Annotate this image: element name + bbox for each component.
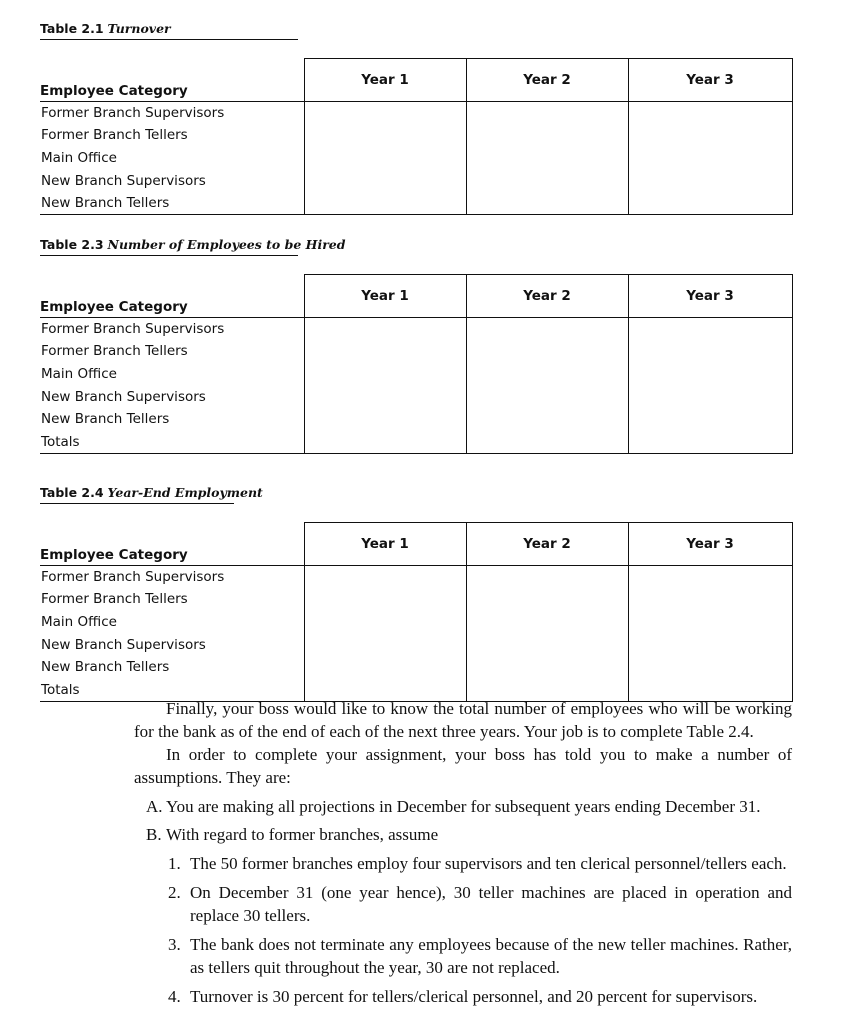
row-label: Totals <box>40 430 304 453</box>
row-label: Main Office <box>40 363 304 386</box>
list-label: A. <box>146 797 163 816</box>
column-header: Year 2 <box>466 523 628 566</box>
list-text: On December 31 (one year hence), 30 teller machines are placed in operation and replace 30 tellers. <box>190 883 792 925</box>
row-label: Former Branch Supervisors <box>40 101 304 124</box>
table-row <box>40 611 792 634</box>
cell <box>628 430 792 453</box>
cell <box>466 363 628 386</box>
cell <box>304 317 466 340</box>
column-header: Year 3 <box>628 59 792 102</box>
cell <box>304 385 466 408</box>
row-label: New Branch Tellers <box>40 408 304 431</box>
cell <box>628 101 792 124</box>
column-header: Year 1 <box>304 275 466 318</box>
table-row <box>40 169 792 192</box>
column-header: Year 3 <box>628 275 792 318</box>
cell <box>628 340 792 363</box>
row-label: Former Branch Tellers <box>40 588 304 611</box>
list-subitem <box>134 933 792 979</box>
column-header: Year 1 <box>304 59 466 102</box>
table-subtitle: Year-End Employment <box>107 485 263 500</box>
table-row <box>40 408 792 431</box>
cell <box>466 340 628 363</box>
cell <box>466 588 628 611</box>
cell <box>304 656 466 679</box>
cell <box>628 124 792 147</box>
table-2-3 <box>40 235 792 454</box>
table-subtitle: Turnover <box>107 21 171 36</box>
list-text: You are making all projections in December for subsequent years ending December 31. <box>166 797 761 816</box>
cell <box>628 363 792 386</box>
list-label: 2. <box>168 883 181 902</box>
cell <box>628 656 792 679</box>
cell <box>628 611 792 634</box>
cell <box>304 169 466 192</box>
table-grid <box>40 274 793 454</box>
table-number: Table 2.4 <box>40 485 104 500</box>
cell <box>628 317 792 340</box>
column-header: Year 2 <box>466 59 628 102</box>
paragraph: In order to complete your assignment, your boss has told you to make a number of assumptions. They are: <box>134 745 792 787</box>
list-subitem <box>134 985 792 1008</box>
list-text: The 50 former branches employ four supervisors and ten clerical personnel/tellers each. <box>190 854 787 873</box>
list-text: With regard to former branches, assume <box>166 825 439 844</box>
cell <box>466 169 628 192</box>
cell <box>466 611 628 634</box>
row-label: Former Branch Tellers <box>40 340 304 363</box>
list-label: 1. <box>168 854 181 873</box>
cell <box>628 192 792 215</box>
table-row <box>40 101 792 124</box>
cell <box>304 633 466 656</box>
list-subitem <box>134 852 792 875</box>
row-label: New Branch Supervisors <box>40 633 304 656</box>
cell <box>466 124 628 147</box>
table-row <box>40 317 792 340</box>
table-row <box>40 656 792 679</box>
cell <box>628 588 792 611</box>
cell <box>304 611 466 634</box>
list-item <box>134 823 792 846</box>
column-header: Employee Category <box>40 275 304 318</box>
column-header: Year 3 <box>628 523 792 566</box>
list-label: 3. <box>168 935 181 954</box>
cell <box>466 408 628 431</box>
list-subitem <box>134 881 792 927</box>
table-2-1 <box>40 19 792 215</box>
cell <box>628 408 792 431</box>
column-header: Employee Category <box>40 59 304 102</box>
header-row <box>40 523 792 566</box>
cell <box>304 363 466 386</box>
cell <box>304 147 466 170</box>
list-text: Turnover is 30 percent for tellers/clerical personnel, and 20 percent for supervisors. <box>190 987 758 1006</box>
table-row <box>40 340 792 363</box>
column-header: Year 2 <box>466 275 628 318</box>
table-grid <box>40 522 793 702</box>
row-label: Totals <box>40 678 304 701</box>
body-text <box>134 697 792 1008</box>
table-row <box>40 430 792 453</box>
cell <box>466 656 628 679</box>
row-label: Former Branch Tellers <box>40 124 304 147</box>
row-label: Former Branch Supervisors <box>40 565 304 588</box>
table-row <box>40 565 792 588</box>
cell <box>304 192 466 215</box>
cell <box>304 408 466 431</box>
cell <box>628 147 792 170</box>
cell <box>466 192 628 215</box>
cell <box>466 565 628 588</box>
table-row <box>40 363 792 386</box>
row-label: New Branch Tellers <box>40 656 304 679</box>
table-row <box>40 588 792 611</box>
table-grid <box>40 58 793 215</box>
list-label: 4. <box>168 987 181 1006</box>
table-number: Table 2.3 <box>40 237 104 252</box>
cell <box>466 385 628 408</box>
cell <box>304 340 466 363</box>
table-row <box>40 633 792 656</box>
cell <box>628 385 792 408</box>
cell <box>628 565 792 588</box>
cell <box>466 430 628 453</box>
row-label: Former Branch Supervisors <box>40 317 304 340</box>
cell <box>628 169 792 192</box>
cell <box>304 101 466 124</box>
list-text: The bank does not terminate any employees because of the new teller machines. Rather, as tellers quit throughout the year, 30 are not replaced. <box>190 935 792 977</box>
cell <box>466 147 628 170</box>
row-label: New Branch Supervisors <box>40 169 304 192</box>
row-label: Main Office <box>40 147 304 170</box>
cell <box>628 633 792 656</box>
cell <box>466 317 628 340</box>
table-2-4 <box>40 483 792 702</box>
list-item <box>134 795 792 818</box>
row-label: New Branch Tellers <box>40 192 304 215</box>
table-caption <box>40 235 346 256</box>
table-caption <box>40 483 263 504</box>
paragraph: Finally, your boss would like to know the total number of employees who will be working for the bank as of the end of each of the next three years. Your job is to complete Table 2.4. <box>134 699 792 741</box>
cell <box>304 588 466 611</box>
column-header: Year 1 <box>304 523 466 566</box>
header-row <box>40 275 792 318</box>
header-row <box>40 59 792 102</box>
table-row <box>40 385 792 408</box>
table-number: Table 2.1 <box>40 21 104 36</box>
table-caption <box>40 19 298 40</box>
row-label: New Branch Supervisors <box>40 385 304 408</box>
cell <box>304 430 466 453</box>
cell <box>466 101 628 124</box>
cell <box>304 124 466 147</box>
table-row <box>40 192 792 215</box>
table-row <box>40 124 792 147</box>
cell <box>466 633 628 656</box>
cell <box>304 565 466 588</box>
row-label: Main Office <box>40 611 304 634</box>
table-row <box>40 147 792 170</box>
table-subtitle: Number of Employees to be Hired <box>107 237 346 252</box>
column-header: Employee Category <box>40 523 304 566</box>
list-label: B. <box>146 825 162 844</box>
